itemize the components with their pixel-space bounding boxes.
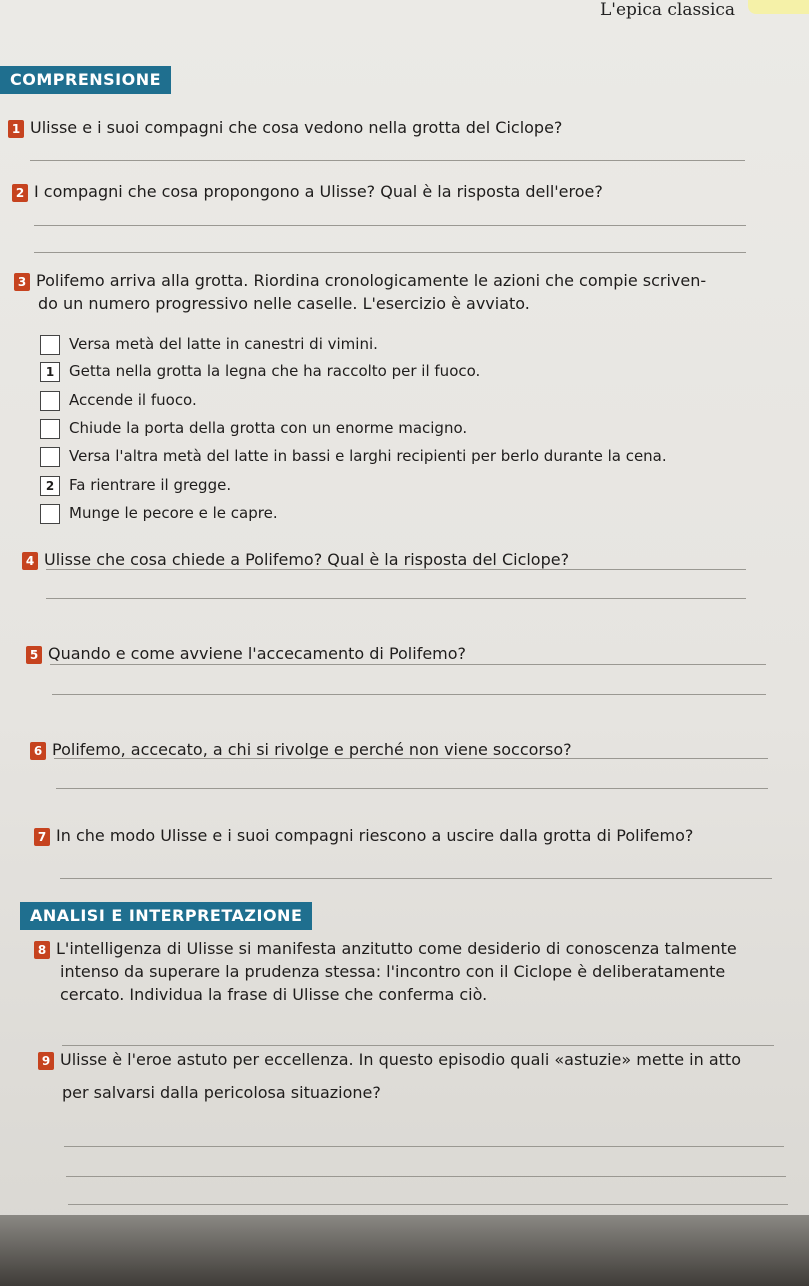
question-8-line-2: intenso da superare la prudenza stessa: l'incontro con il Ciclope è deliberatamente [60, 962, 726, 981]
question-9 [38, 1049, 741, 1071]
sequence-item [40, 446, 667, 467]
question-number: 8 [34, 941, 50, 959]
sequence-box[interactable]: 2 [40, 476, 60, 496]
answer-line[interactable] [56, 788, 768, 789]
answer-line[interactable] [46, 598, 746, 599]
question-5 [26, 643, 466, 665]
answer-line[interactable] [68, 1204, 788, 1205]
answer-line[interactable] [64, 1146, 784, 1147]
question-3 [14, 270, 706, 292]
question-9-line-2: per salvarsi dalla pericolosa situazione? [62, 1083, 381, 1102]
sequence-box[interactable] [40, 419, 60, 439]
question-8-line-3: cercato. Individua la frase di Ulisse che conferma ciò. [60, 985, 488, 1004]
sequence-text: Getta nella grotta la legna che ha raccolto per il fuoco. [69, 362, 481, 380]
question-number: 4 [22, 552, 38, 570]
sequence-text: Versa metà del latte in canestri di vimini. [69, 335, 378, 353]
question-text: Ulisse e i suoi compagni che cosa vedono nella grotta del Ciclope? [30, 118, 563, 137]
sequence-item [40, 475, 231, 496]
sequence-item [40, 418, 467, 439]
chapter-tab [748, 0, 809, 14]
section-analisi-label: ANALISI E INTERPRETAZIONE [20, 902, 312, 930]
question-text: Ulisse che cosa chiede a Polifemo? Qual è la risposta del Ciclope? [44, 550, 570, 569]
question-number: 2 [12, 184, 28, 202]
sequence-item [40, 503, 278, 524]
sequence-text: Munge le pecore e le capre. [69, 504, 278, 522]
sequence-item [40, 334, 378, 355]
question-3-line-2: do un numero progressivo nelle caselle. L'esercizio è avviato. [38, 294, 530, 313]
question-number: 7 [34, 828, 50, 846]
question-number: 5 [26, 646, 42, 664]
answer-line[interactable] [60, 878, 772, 879]
sequence-item [40, 390, 197, 411]
sequence-item [40, 361, 480, 382]
answer-line[interactable] [30, 160, 745, 161]
question-8 [34, 938, 737, 960]
sequence-text: Chiude la porta della grotta con un enorme macigno. [69, 419, 468, 437]
question-number: 1 [8, 120, 24, 138]
answer-line[interactable] [62, 1045, 774, 1046]
sequence-text: Fa rientrare il gregge. [69, 476, 232, 494]
sequence-box[interactable] [40, 504, 60, 524]
question-text: In che modo Ulisse e i suoi compagni riescono a uscire dalla grotta di Polifemo? [56, 826, 694, 845]
section-comprensione-label: COMPRENSIONE [0, 66, 171, 94]
answer-line[interactable] [46, 569, 746, 570]
page-shadow [0, 1215, 809, 1286]
question-text: Polifemo, accecato, a chi si rivolge e perché non viene soccorso? [52, 740, 572, 759]
question-number: 9 [38, 1052, 54, 1070]
sequence-box[interactable]: 1 [40, 362, 60, 382]
answer-line[interactable] [34, 225, 746, 226]
question-text-line-1: L'intelligenza di Ulisse si manifesta anzitutto come desiderio di conoscenza talmente [56, 939, 737, 958]
question-number: 6 [30, 742, 46, 760]
question-text: Quando e come avviene l'accecamento di Polifemo? [48, 644, 467, 663]
sequence-box[interactable] [40, 447, 60, 467]
answer-line[interactable] [54, 758, 768, 759]
question-number: 3 [14, 273, 30, 291]
sequence-text: Accende il fuoco. [69, 391, 197, 409]
question-text-line-1: Polifemo arriva alla grotta. Riordina cronologicamente le azioni che compie scriven- [36, 271, 707, 290]
question-text: I compagni che cosa propongono a Ulisse? Qual è la risposta dell'eroe? [34, 182, 603, 201]
question-7 [34, 825, 693, 847]
sequence-box[interactable] [40, 335, 60, 355]
sequence-box[interactable] [40, 391, 60, 411]
question-2 [12, 181, 603, 203]
question-text-line-1: Ulisse è l'eroe astuto per eccellenza. In questo episodio quali «astuzie» mette in atto [60, 1050, 741, 1069]
answer-line[interactable] [34, 252, 746, 253]
answer-line[interactable] [52, 694, 766, 695]
answer-line[interactable] [50, 664, 766, 665]
question-4 [22, 549, 569, 571]
sequence-text: Versa l'altra metà del latte in bassi e larghi recipienti per berlo durante la cena. [69, 447, 667, 465]
question-1 [8, 117, 562, 139]
answer-line[interactable] [66, 1176, 786, 1177]
chapter-title: L'epica classica [600, 0, 736, 20]
